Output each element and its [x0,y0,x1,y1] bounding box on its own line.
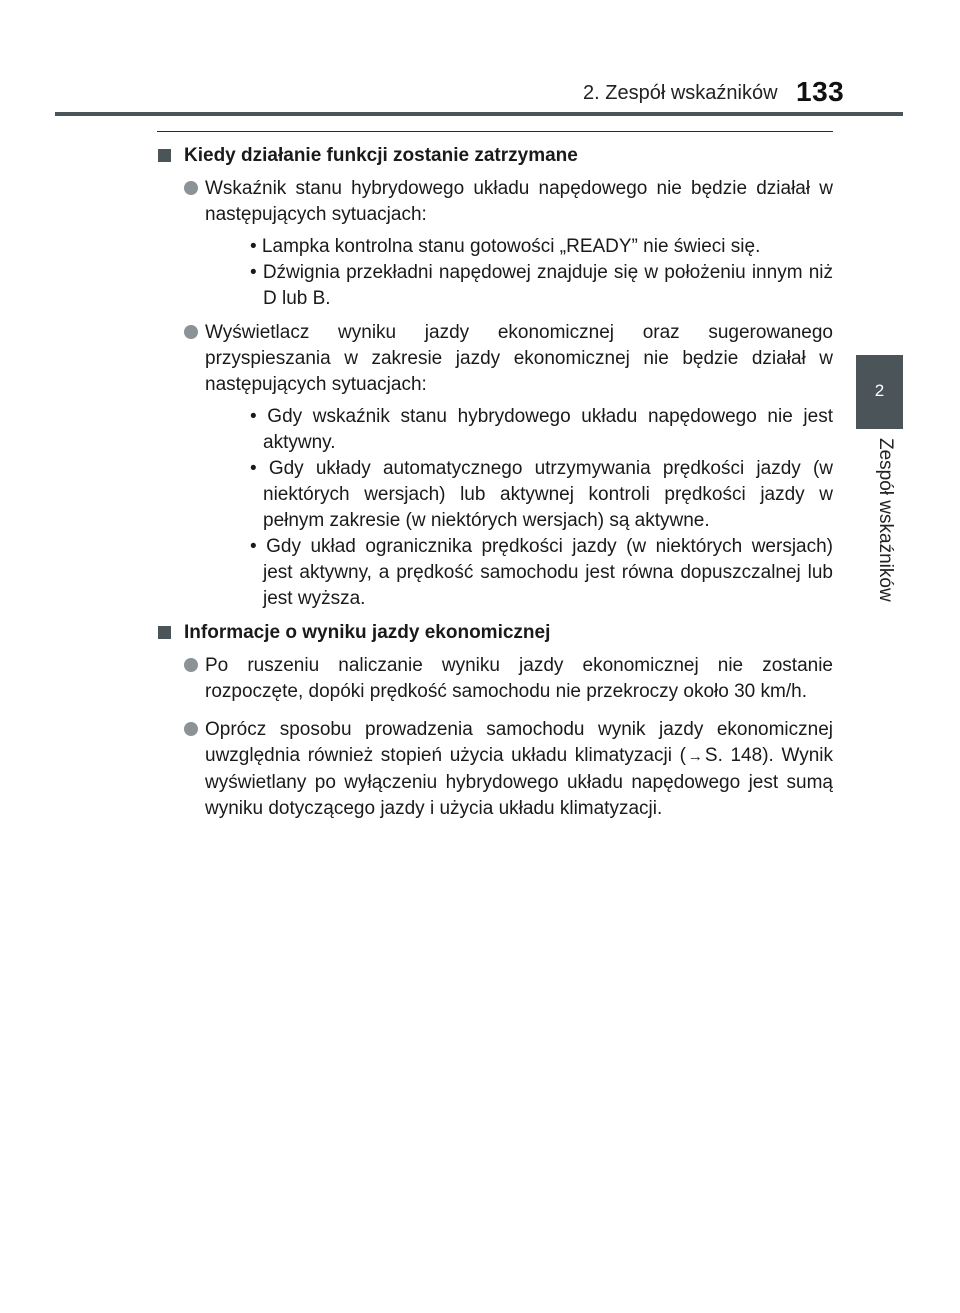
section-heading-text: Informacje o wyniku jazdy ekonomicznej [184,622,551,643]
page-reference-link[interactable]: S. 148 [704,745,763,766]
content-divider [157,131,833,132]
list-item [158,320,833,612]
circle-bullet-icon [184,722,198,736]
header-divider [55,112,903,116]
list-item [158,176,833,312]
chapter-tab-number: 2 [874,381,885,400]
circle-bullet-icon [184,181,198,195]
page-header [0,0,960,120]
sub-list-item: • Gdy układy automatycznego utrzymywania prędkości jazdy (w niektórych wersjach) lub aktywnej kontroli prędkości jazdy w pełnym zakresie (w niektórych wersjach) są aktywne. [250,458,833,531]
list-item [158,717,833,822]
circle-bullet-icon [184,658,198,672]
sub-list [205,234,833,312]
list-item-text: Wyświetlacz wyniku jazdy ekonomicznej oraz sugerowanego przyspieszania w zakresie jazdy ekonomicznej nie będzie działał w następujących sytuacjach: [205,322,833,395]
list-item [158,653,833,705]
sub-list-item: • Gdy wskaźnik stanu hybrydowego układu napędowego nie jest aktywny. [250,406,833,453]
sub-list-item: • Dźwignia przekładni napędowej znajduje się w położeniu innym niż D lub B. [250,262,833,309]
page-number: 133 [796,76,845,107]
list-item-text: Oprócz sposobu prowadzenia samochodu wynik jazdy ekonomicznej uwzględnia również stopień użycia układu klimatyzacji ( [205,719,833,766]
page-content [158,143,833,828]
chapter-tab-label: Zespół wskaźników [875,438,896,602]
section-heading-text: Kiedy działanie funkcji zostanie zatrzymane [184,145,578,166]
arrow-right-icon: → [687,748,703,765]
sub-list-item: • Lampka kontrolna stanu gotowości „READY” nie świeci się. [250,236,761,257]
sub-list-item: • Gdy układ ogranicznika prędkości jazdy (w niektórych wersjach) jest aktywny, a prędkość samochodu jest równa dopuszczalnej lub jest wyższa. [250,536,833,609]
chapter-title: 2. Zespół wskaźników [583,82,778,104]
list-item-text: Wskaźnik stanu hybrydowego układu napędowego nie będzie działał w następujących sytuacjach: [205,178,833,225]
sub-list [205,404,833,612]
section-heading [158,620,833,646]
circle-bullet-icon [184,325,198,339]
chapter-tab[interactable] [856,355,903,429]
list-item-text: Po ruszeniu naliczanie wyniku jazdy ekonomicznej nie zostanie rozpoczęte, dopóki prędkość samochodu nie przekroczy około 30 km/h. [205,655,833,702]
square-bullet-icon [158,626,171,639]
list-item-text: ). Wynik wyświetlany po wyłączeniu hybrydowego układu napędowego jest sumą wyniku dotyczącego jazdy i użycia układu klimatyzacji. [205,745,833,819]
square-bullet-icon [158,149,171,162]
section-heading [158,143,833,169]
